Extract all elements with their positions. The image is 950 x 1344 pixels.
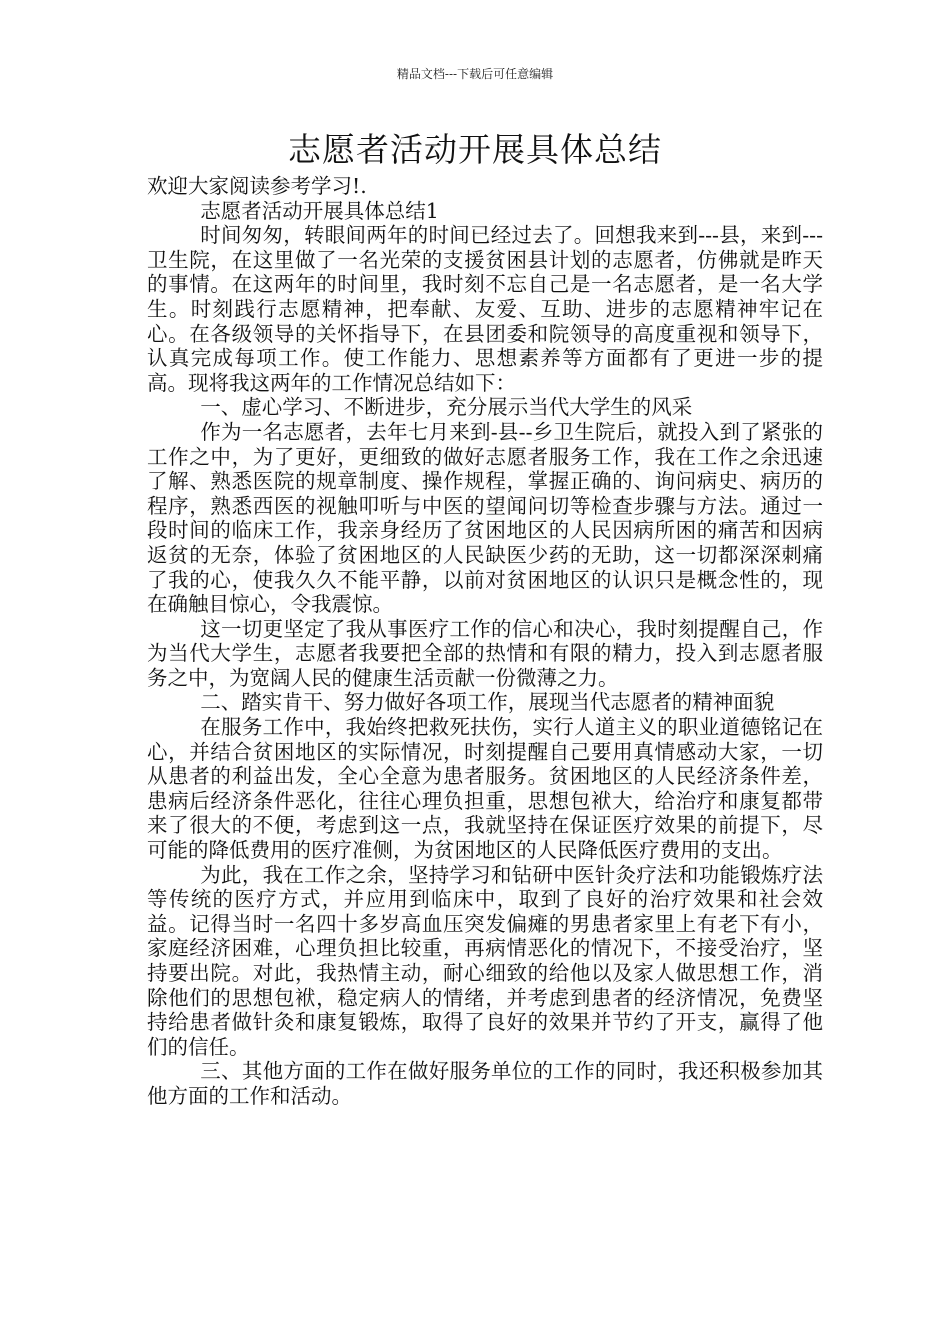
document-title: 志愿者活动开展具体总结 bbox=[288, 130, 662, 169]
paragraph: 在服务工作中，我始终把救死扶伤，实行人道主义的职业道德铭记在心，并结合贫困地区的实际情况，时刻提醒自己要用真情感动大家，一切从患者的利益出发，全心全意为患者服务。贫困地区的人民经济条件差，患病后经济条件恶化，往往心理负担重，思想包袱大，给治疗和康复都带来了很大的不便，考虑到这一点，我就坚持在保证医疗效果的前提下，尽可能的降低费用的医疗准侧，为贫困地区的人民降低医疗费用的支出。 bbox=[147, 715, 823, 863]
paragraph: 作为一名志愿者，去年七月来到-县--乡卫生院后，就投入到了紧张的工作之中，为了更好，更细致的做好志愿者服务工作，我在工作之余迅速了解、熟悉医院的规章制度、操作规程，掌握正确的、询问病史、病历的程序，熟悉西医的视触叩听与中医的望闻问切等检查步骤与方法。通过一段时间的临床工作，我亲身经历了贫困地区的人民因病所困的痛苦和因病返贫的无奈，体验了贫困地区的人民缺医少药的无助，这一切都深深刺痛了我的心，使我久久不能平静，以前对贫困地区的认识只是概念性的，现在确触目惊心，令我震惊。 bbox=[147, 419, 823, 617]
section-heading: 三、其他方面的工作在做好服务单位的工作的同时，我还积极参加其他方面的工作和活动。 bbox=[147, 1059, 823, 1108]
subtitle-line: 志愿者活动开展具体总结1 bbox=[200, 198, 439, 223]
paragraph: 这一切更坚定了我从事医疗工作的信心和决心，我时刻提醒自己，作为当代大学生，志愿者我要把全部的热情和有限的精力，投入到志愿者服务之中，为宽阔人民的健康生活贡献一份微薄之力。 bbox=[147, 616, 823, 690]
intro-line: 欢迎大家阅读参考学习!. bbox=[147, 174, 367, 198]
section-heading: 一、虚心学习、不断进步，充分展示当代大学生的风采 bbox=[200, 395, 693, 420]
section-heading: 二、踏实肯干、努力做好各项工作，展现当代志愿者的精神面貌 bbox=[200, 690, 775, 715]
paragraph: 时间匆匆，转眼间两年的时间已经过去了。回想我来到---县，来到---卫生院，在这里做了一名光荣的支援贫困县计划的志愿者，仿佛就是昨天的事情。在这两年的时间里，我时刻不忘自己是一名志愿者，是一名大学生。时刻践行志愿精神，把奉献、友爱、互助、进步的志愿精神牢记在心。在各级领导的关怀指导下，在县团委和院领导的高度重视和领导下，认真完成每项工作。使工作能力、思想素养等方面都有了更进一步的提高。现将我这两年的工作情况总结如下： bbox=[147, 223, 823, 395]
paragraph: 为此，我在工作之余，坚持学习和钻研中医针灸疗法和功能锻炼疗法等传统的医疗方式，并应用到临床中，取到了良好的治疗效果和社会效益。记得当时一名四十多岁高血压突发偏瘫的男患者家里上有老下有小，家庭经济困难，心理负担比较重，再病情恶化的情况下，不接受治疗，坚持要出院。对此，我热情主动，耐心细致的给他以及家人做思想工作，消除他们的思想包袱，稳定病人的情绪，并考虑到患者的经济情况，免费坚持给患者做针灸和康复锻炼，取得了良好的效果并节约了开支，赢得了他们的信任。 bbox=[147, 862, 823, 1059]
header-note: 精品文档---下载后可任意编辑 bbox=[396, 67, 554, 81]
document-body bbox=[147, 174, 823, 1109]
